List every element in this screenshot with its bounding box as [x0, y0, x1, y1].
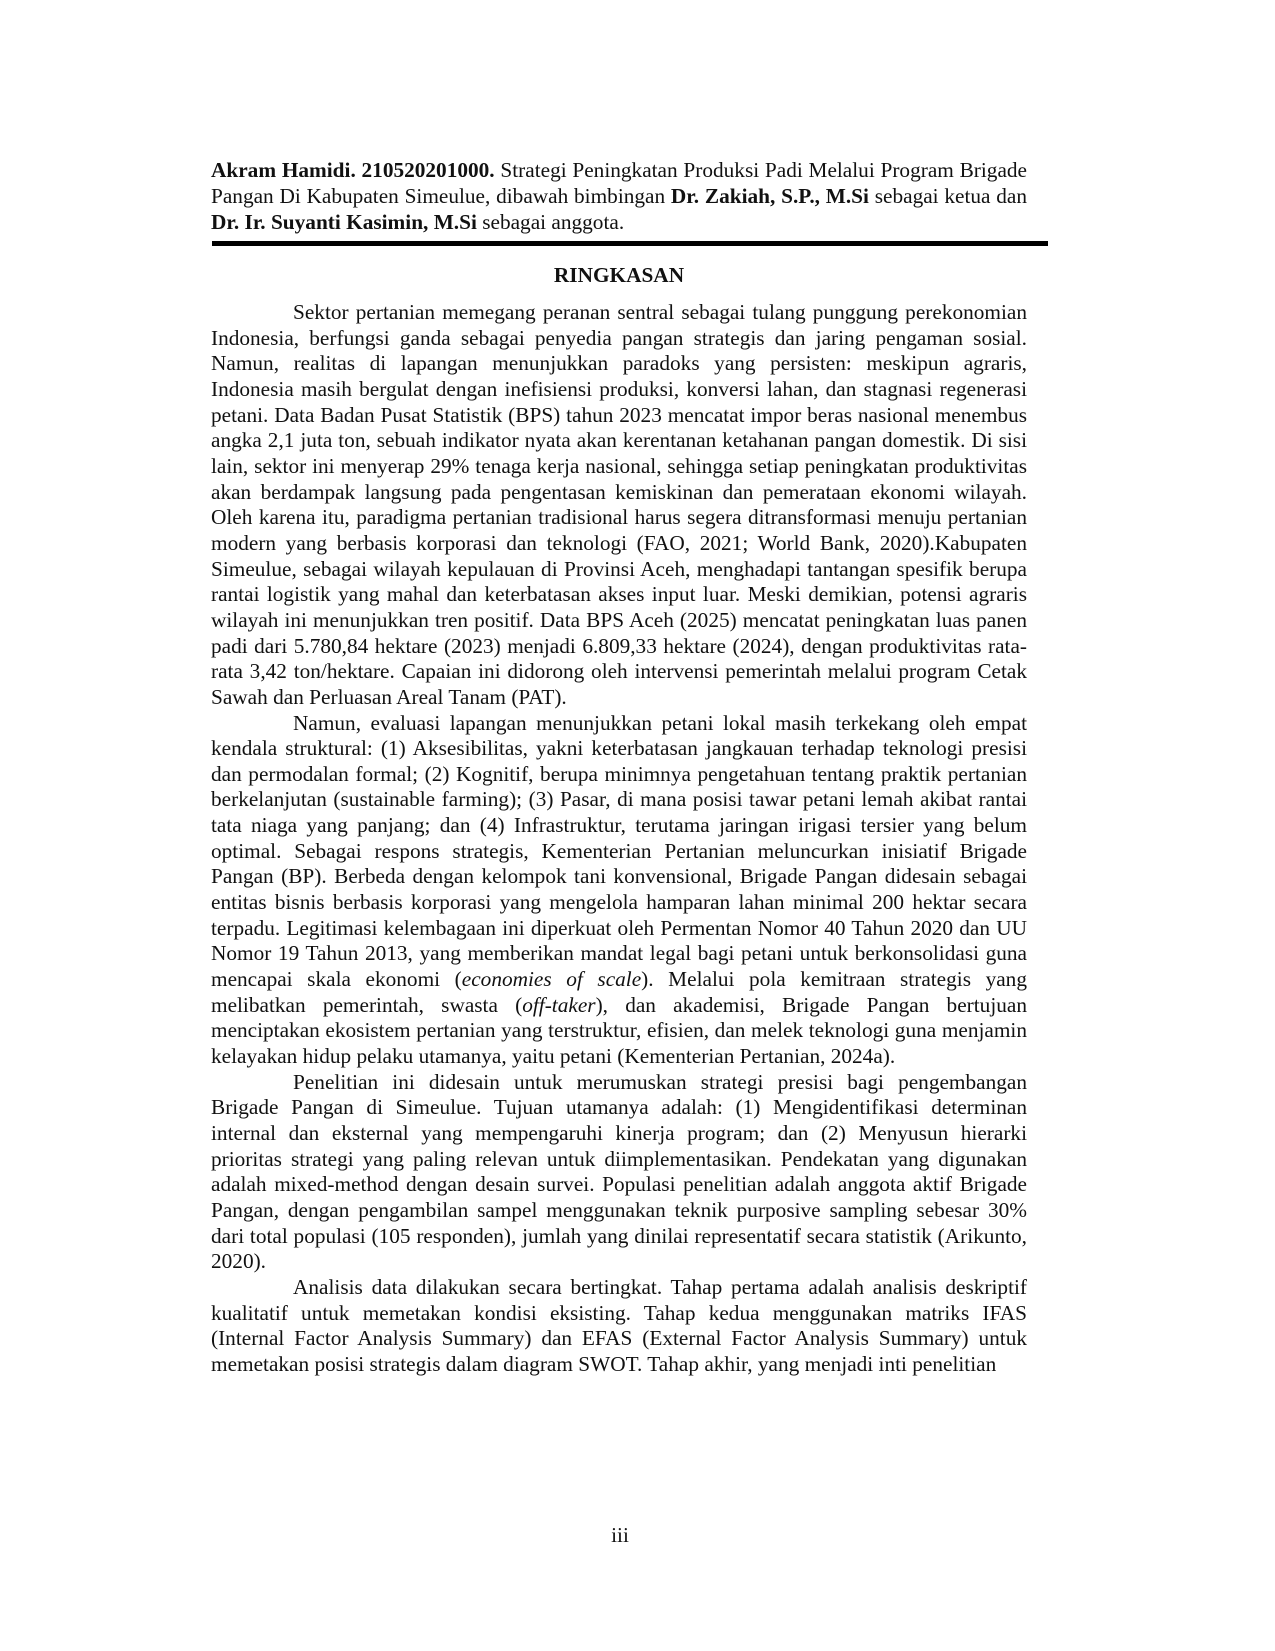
horizontal-divider — [212, 241, 1048, 246]
italic-term: off-taker — [522, 992, 596, 1017]
supervisor-chair: Dr. Zakiah, S.P., M.Si — [670, 184, 869, 208]
page-number: iii — [611, 1523, 629, 1547]
paragraph-2-text-a: Namun, evaluasi lapangan menunjukkan petani lokal masih terkekang oleh empat kendala struktural: (1) Aksesibilitas, yakni keterbatasan jangkauan terhadap teknologi presisi dan permodalan formal; (2) Kognitif, berupa minimnya pengetahuan tentang praktik pertanian berkelanjutan (sustainable farming); (3) Pasar, di mana posisi tawar petani lemah akibat rantai tata niaga yang panjang; dan (4) Infrastruktur, terutama jaringan irigasi tersier yang belum optimal. Sebagai respons strategis, Kementerian Pertanian meluncurkan inisiatif Brigade Pangan (BP). Berbeda dengan kelompok tani konvensional, Brigade Pangan didesain sebagai entitas bisnis berbasis korporasi yang mengelola hamparan lahan minimal 200 hektar secara terpadu. Legitimasi kelembagaan ini diperkuat oleh Permentan Nomor 40 Tahun 2020 dan UU Nomor 19 Tahun 2013, yang memberikan mandat legal bagi petani untuk berkonsolidasi guna mencapai skala ekonomi ( — [211, 710, 1027, 992]
thesis-title: Strategi Peningkatan Produksi Padi Melalui Program Brigade Pangan Di Kabupaten Simeulue, dibawah bimbingan — [211, 158, 1028, 208]
paragraph-2 — [211, 711, 1027, 1070]
italic-term: economies of scale — [461, 967, 642, 992]
supervisor-member-role: sebagai anggota. — [476, 210, 625, 234]
citation-block — [211, 157, 1027, 235]
paragraph-3: Penelitian ini didesain untuk merumuskan strategi presisi bagi pengembangan Brigade Pangan di Simeulue. Tujuan utamanya adalah: (1) Mengidentifikasi determinan internal dan eksternal yang mempengaruhi kinerja program; dan (2) Menyusun hierarki prioritas strategi yang paling relevan untuk diimplementasikan. Pendekatan yang digunakan adalah mixed-method dengan desain survei. Populasi penelitian adalah anggota aktif Brigade Pangan, dengan pengambilan sampel menggunakan teknik purposive sampling sebesar 30% dari total populasi (105 responden), jumlah yang dinilai representatif secara statistik (Arikunto, 2020). — [211, 1069, 1027, 1274]
supervisor-chair-role: sebagai ketua dan — [868, 184, 1028, 208]
supervisor-member: Dr. Ir. Suyanti Kasimin, M.Si — [211, 210, 477, 234]
author-id: Akram Hamidi. 210520201000. — [211, 158, 495, 182]
summary-body — [211, 300, 1027, 1378]
paragraph-1: Sektor pertanian memegang peranan sentral sebagai tulang punggung perekonomian Indonesia, berfungsi ganda sebagai penyedia pangan strategis dan jaring pengaman sosial. Namun, realitas di lapangan menunjukkan paradoks yang persisten: meskipun agraris, Indonesia masih bergulat dengan inefisiensi produksi, konversi lahan, dan stagnasi regenerasi petani. Data Badan Pusat Statistik (BPS) tahun 2023 mencatat impor beras nasional menembus angka 2,1 juta ton, sebuah indikator nyata akan kerentanan ketahanan pangan domestik. Di sisi lain, sektor ini menyerap 29% tenaga kerja nasional, sehingga setiap peningkatan produktivitas akan berdampak langsung pada pengentasan kemiskinan dan pemerataan ekonomi wilayah. Oleh karena itu, paradigma pertanian tradisional harus segera ditransformasi menuju pertanian modern yang berbasis korporasi dan teknologi (FAO, 2021; World Bank, 2020).Kabupaten Simeulue, sebagai wilayah kepulauan di Provinsi Aceh, menghadapi tantangan spesifik berupa rantai logistik yang mahal dan keterbatasan akses input luar. Meski demikian, potensi agraris wilayah ini menunjukkan tren positif. Data BPS Aceh (2025) mencatat peningkatan luas panen padi dari 5.780,84 hektare (2023) menjadi 6.809,33 hektare (2024), dengan produktivitas rata-rata 3,42 ton/hektare. Capaian ini didorong oleh intervensi pemerintah melalui program Cetak Sawah dan Perluasan Areal Tanam (PAT). — [211, 300, 1027, 709]
paragraph-2-text-c: ), dan akademisi, Brigade Pangan bertujuan menciptakan ekosistem pertanian yang terstruktur, efisien, dan melek teknologi guna menjamin kelayakan hidup pelaku utamanya, yaitu petani (Kementerian Pertanian, 2024a). — [211, 992, 1027, 1069]
paragraph-2-text-b: ). Melalui pola kemitraan strategis yang melibatkan pemerintah, swasta ( — [211, 967, 1027, 1017]
paragraph-4: Analisis data dilakukan secara bertingkat. Tahap pertama adalah analisis deskriptif kualitatif untuk memetakan kondisi eksisting. Tahap kedua menggunakan matriks IFAS (Internal Factor Analysis Summary) dan EFAS (External Factor Analysis Summary) untuk memetakan posisi strategis dalam diagram SWOT. Tahap akhir, yang menjadi inti penelitian — [211, 1274, 1027, 1376]
section-heading: RINGKASAN — [553, 263, 685, 287]
